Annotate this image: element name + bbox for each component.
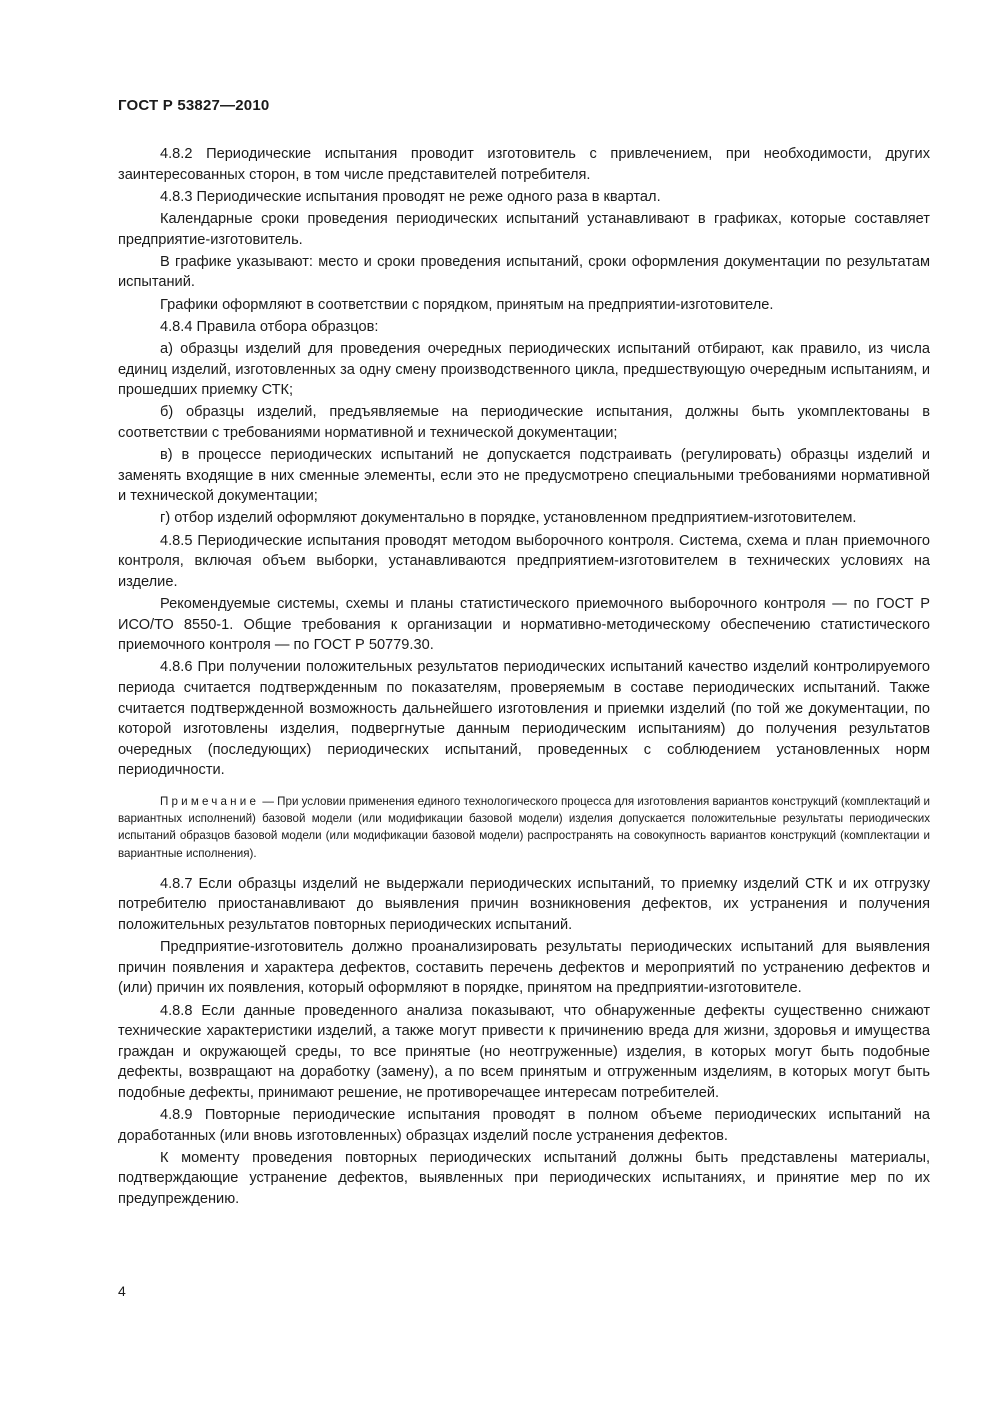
paragraph-materials: К моменту проведения повторных периодических испытаний должны быть представлены материалы, подтверждающие устранение дефектов, выявленных при периодических испытаниях, и принятие мер по их предупреждению. [118,1149,930,1208]
note-text: — При условии применения единого технологического процесса для изготовления вариантов конструкций (комплектаций и вариантных исполнений) базовой модели (или модификации базовой модели) изделия допускается положительные результаты периодических испытаний образцов базовой модели (или модификации базовой модели) распространять на совокупность вариантов конструкций (комплектации и вариантные исполнения). [118,794,930,860]
paragraph-4-8-2: 4.8.2 Периодические испытания проводит изготовитель с привлечением, при необходимости, других заинтересованных сторон, в том числе представителей потребителя. [118,146,930,183]
paragraph-calendar: Календарные сроки проведения периодических испытаний устанавливают в графиках, которые составляет предприятие-изготовитель. [118,210,930,248]
list-item-a: а) образцы изделий для проведения очередных периодических испытаний отбирают, как правило, из числа единиц изделий, изготовленных за одну смену производственного цикла, предшествующую очередным испытаниям, и прошедших приемку СТК; [118,340,930,399]
paragraph-4-8-9: 4.8.9 Повторные периодические испытания проводят в полном объеме периодических испытаний на доработанных (или вновь изготовленных) образцах изделий после устранения дефектов. [118,1107,930,1144]
paragraph-4-8-4: 4.8.4 Правила отбора образцов: [160,318,379,335]
paragraph-4-8-3: 4.8.3 Периодические испытания проводят не реже одного раза в квартал. [160,188,661,205]
document-body [118,144,930,1211]
paragraph-recommended: Рекомендуемые системы, схемы и планы статистического приемочного выборочного контроля — по ГОСТ Р ИСО/ТО 8550-1. Общие требования к организации и нормативно-методическому обеспечению статистического приемочного контроля — по ГОСТ Р 50779.30. [118,596,930,654]
paragraph-4-8-8: 4.8.8 Если данные проведенного анализа показывают, что обнаруженные дефекты существенно снижают технические характеристики изделий, а также могут привести к причинению вреда для жизни, здоровья и имущества граждан и окружающей среды, то все принятые (но неотгруженные) изделия, в которых могут быть подобные дефекты, возвращают на доработку (замену), а по всем принятым и отгруженным изделиям, в которых могут быть подобные дефекты, принимают решение, не противоречащее интересам потребителей. [118,1002,930,1101]
note-label: Примечание [160,794,260,808]
paragraph-4-8-6: 4.8.6 При получении положительных результатов периодических испытаний качество изделий контролируемого периода считается подтвержденным по показателям, проверяемым в составе периодических испытаний. Также считается подтвержденной возможность дальнейшего изготовления и приемки изделий (по той же документации, по которой изготовлены изделия, подвергнутые данным периодическим испытаниям) до получения результатов очередных (последующих) периодических испытаний, проведенных с соблюдением установленных норм периодичности. [118,659,930,779]
page-number: 4 [118,1283,126,1299]
note [118,793,930,862]
paragraph-4-8-5: 4.8.5 Периодические испытания проводят методом выборочного контроля. Система, схема и план приемочного контроля, включая объем выборки, устанавливаются предприятием-изготовителем в технических условиях на изделие. [118,532,930,590]
list-item-v: в) в процессе периодических испытаний не допускается подстраивать (регулировать) образцы изделий и заменять входящие в них сменные элементы, если это не предусмотрено специальными требованиями нормативной и технической документации; [118,447,930,505]
paragraph-schedule: В графике указывают: место и сроки проведения испытаний, сроки оформления документации по результатам испытаний. [118,253,930,291]
list-item-b: б) образцы изделий, предъявляемые на периодические испытания, должны быть укомплектованы в соответствии с требованиями нормативной и технической документации; [118,404,930,441]
paragraph-schedules-format: Графики оформляют в соответствии с порядком, принятым на предприятии-изготовителе. [160,296,774,313]
list-item-g: г) отбор изделий оформляют документально в порядке, установленном предприятием-изготовителем. [160,510,857,527]
paragraph-analysis: Предприятие-изготовитель должно проанализировать результаты периодических испытаний для выявления причин появления и характера дефектов, составить перечень дефектов и мероприятий по устранению дефектов и (или) причин их появления, который оформляют в порядке, принятом на предприятии-изготовителе. [118,939,930,997]
document-header: ГОСТ Р 53827—2010 [118,97,270,114]
paragraph-4-8-7: 4.8.7 Если образцы изделий не выдержали периодических испытаний, то приемку изделий СТК и их отгрузку потребителю приостанавливают до выявления причин возникновения дефектов, их устранения и получения положительных результатов повторных периодических испытаний. [118,875,930,933]
